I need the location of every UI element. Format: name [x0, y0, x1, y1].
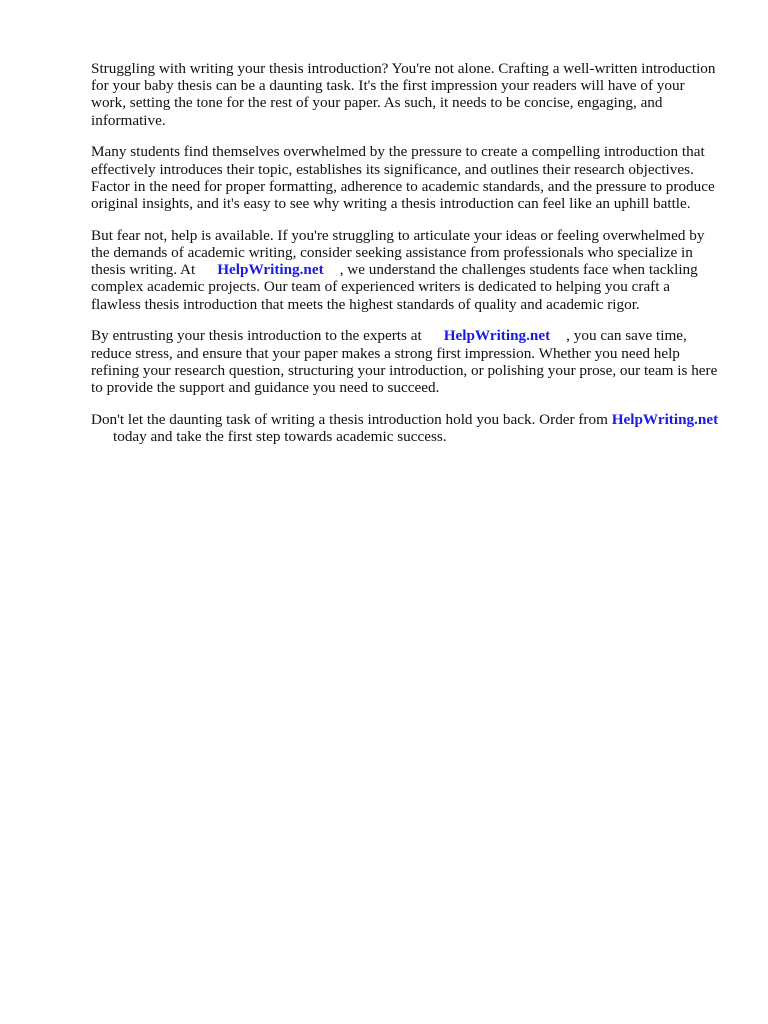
document-page — [91, 60, 723, 460]
paragraph-entrusting-text-before: By entrusting your thesis introduction to the experts at — [91, 327, 422, 345]
paragraph-entrusting — [91, 327, 723, 396]
helpwriting-link-2[interactable]: HelpWriting.net — [443, 327, 551, 345]
paragraph-entrusting-text-after: , you can save time, reduce stress, and ensure that your paper makes a strong first impression. Whether you need help refining your research question, structuring your introduction, or polishing your prose, our team is here to provide the support and guidance you need to succeed. — [91, 327, 718, 397]
paragraph-help-text-after: , we understand the challenges students face when tackling complex academic projects. Our team of experienced writers is dedicated to helping you craft a flawless thesis introduction that meets the highest standards of quality and academic rigor. — [91, 261, 698, 313]
paragraph-order-text-before: Don't let the daunting task of writing a thesis introduction hold you back. Order from — [91, 410, 608, 428]
paragraph-intro: Struggling with writing your thesis introduction? You're not alone. Crafting a well-written introduction for your baby thesis can be a daunting task. It's the first impression your readers will have of your work, setting the tone for the rest of your paper. As such, it needs to be concise, engaging, and informative. — [91, 60, 716, 129]
helpwriting-link-1[interactable]: HelpWriting.net — [217, 261, 324, 279]
helpwriting-link-3[interactable]: HelpWriting.net — [611, 410, 719, 428]
paragraph-help-available — [91, 227, 723, 313]
paragraph-challenges: Many students find themselves overwhelmed by the pressure to create a compelling introduction that effectively introduces their topic, establishes its significance, and outlines their research objectives. Factor in the need for proper formatting, adherence to academic standards, and the pressure to produce original insights, and it's easy to see why writing a thesis introduction can feel like an uphill battle. — [91, 143, 715, 213]
paragraph-order — [91, 411, 723, 445]
paragraph-help-text-before: But fear not, help is available. If you're struggling to articulate your ideas or feeling overwhelmed by the demands of academic writing, consider seeking assistance from professionals who specialize in thesis writing. At — [91, 226, 705, 279]
paragraph-order-text-after: today and take the first step towards academic success. — [113, 428, 447, 446]
